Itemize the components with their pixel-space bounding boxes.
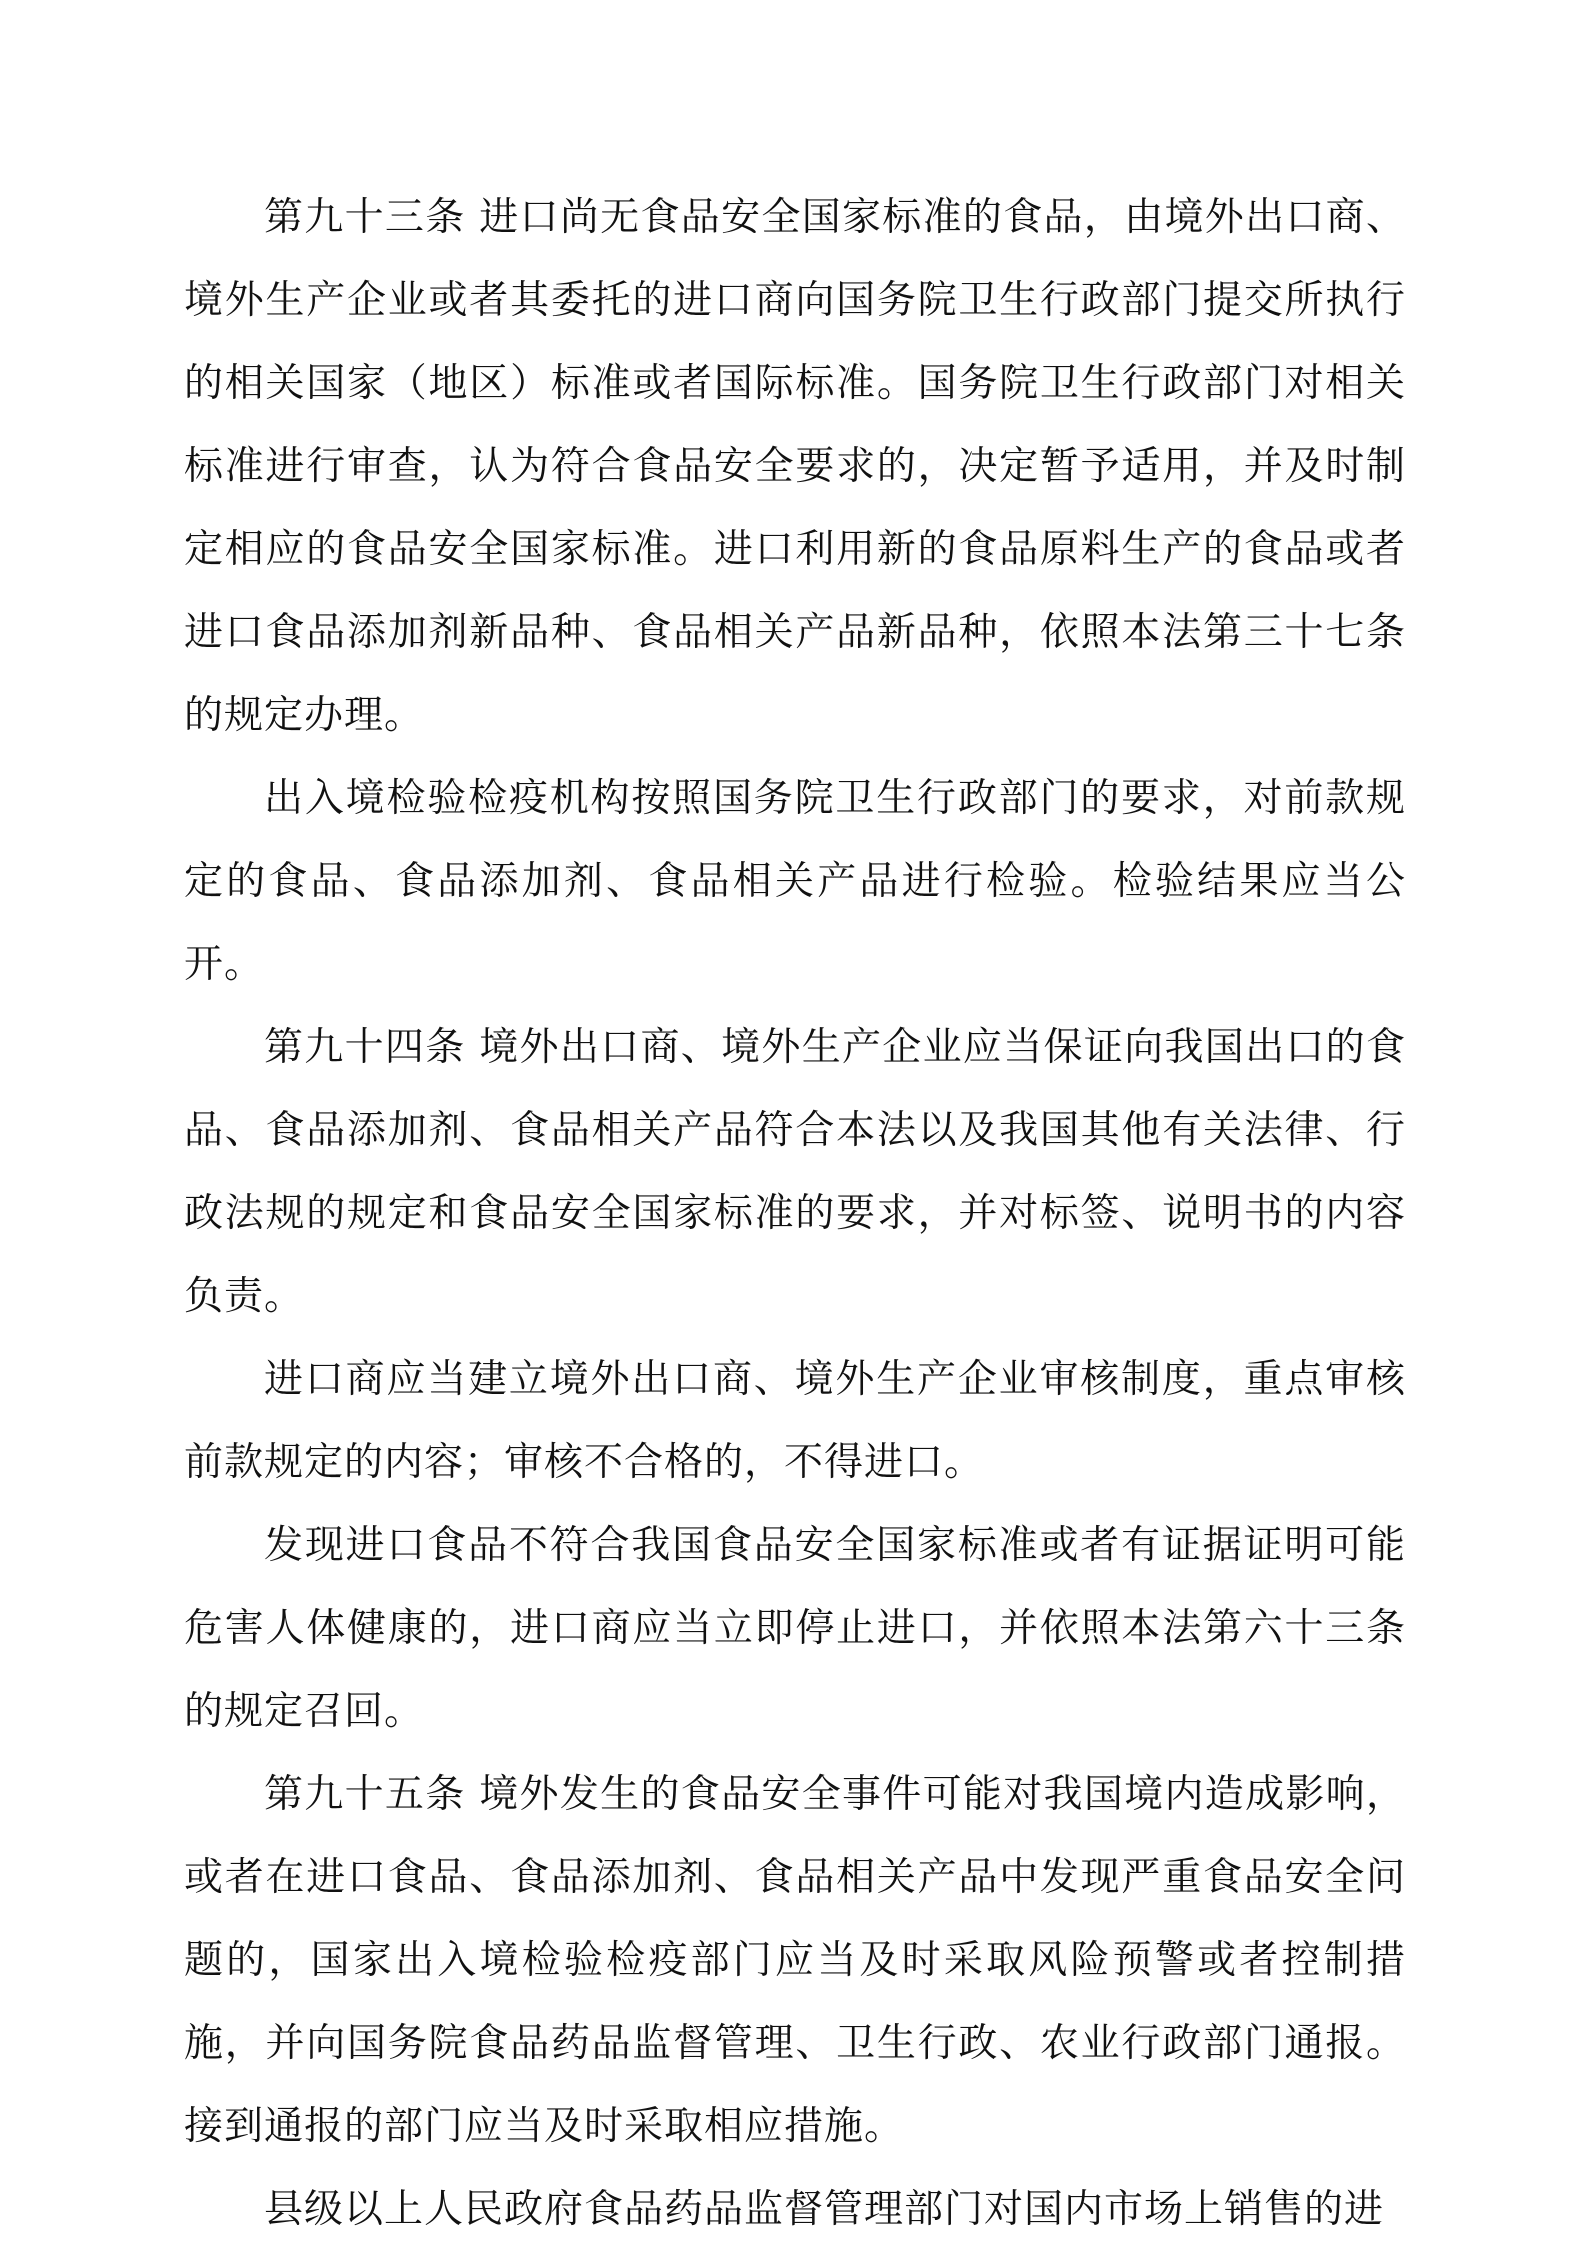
paragraph-county-supervision: 县级以上人民政府食品药品监督管理部门对国内市场上销售的进	[264, 2187, 1385, 2232]
paragraph-article-95: 第九十五条 境外发生的食品安全事件可能对我国境内造成影响，或者在进口食品、食品添加剂、食品相关产品中发现严重食品安全问题的，国家出入境检验检疫部门应当及时采取风险预警或者控制措施，并向国务院食品药品监督管理、卫生行政、农业行政部门通报。接到通报的部门应当及时采取相应措施。	[184, 1772, 1406, 2149]
paragraph-recall: 发现进口食品不符合我国食品安全国家标准或者有证据证明可能危害人体健康的，进口商应当立即停止进口，并依照本法第六十三条的规定召回。	[184, 1523, 1406, 1734]
paragraph-inspection: 出入境检验检疫机构按照国务院卫生行政部门的要求，对前款规定的食品、食品添加剂、食品相关产品进行检验。检验结果应当公开。	[184, 776, 1406, 987]
paragraph-article-94: 第九十四条 境外出口商、境外生产企业应当保证向我国出口的食品、食品添加剂、食品相关产品符合本法以及我国其他有关法律、行政法规的规定和食品安全国家标准的要求，并对标签、说明书的内容负责。	[184, 1025, 1406, 1319]
paragraph-article-93: 第九十三条 进口尚无食品安全国家标准的食品，由境外出口商、境外生产企业或者其委托的进口商向国务院卫生行政部门提交所执行的相关国家（地区）标准或者国际标准。国务院卫生行政部门对相关标准进行审查，认为符合食品安全要求的，决定暂予适用，并及时制定相应的食品安全国家标准。进口利用新的食品原料生产的食品或者进口食品添加剂新品种、食品相关产品新品种，依照本法第三十七条的规定办理。	[184, 195, 1406, 738]
paragraph-importer-review: 进口商应当建立境外出口商、境外生产企业审核制度，重点审核前款规定的内容；审核不合格的，不得进口。	[184, 1357, 1406, 1485]
document-body	[184, 176, 1406, 2251]
